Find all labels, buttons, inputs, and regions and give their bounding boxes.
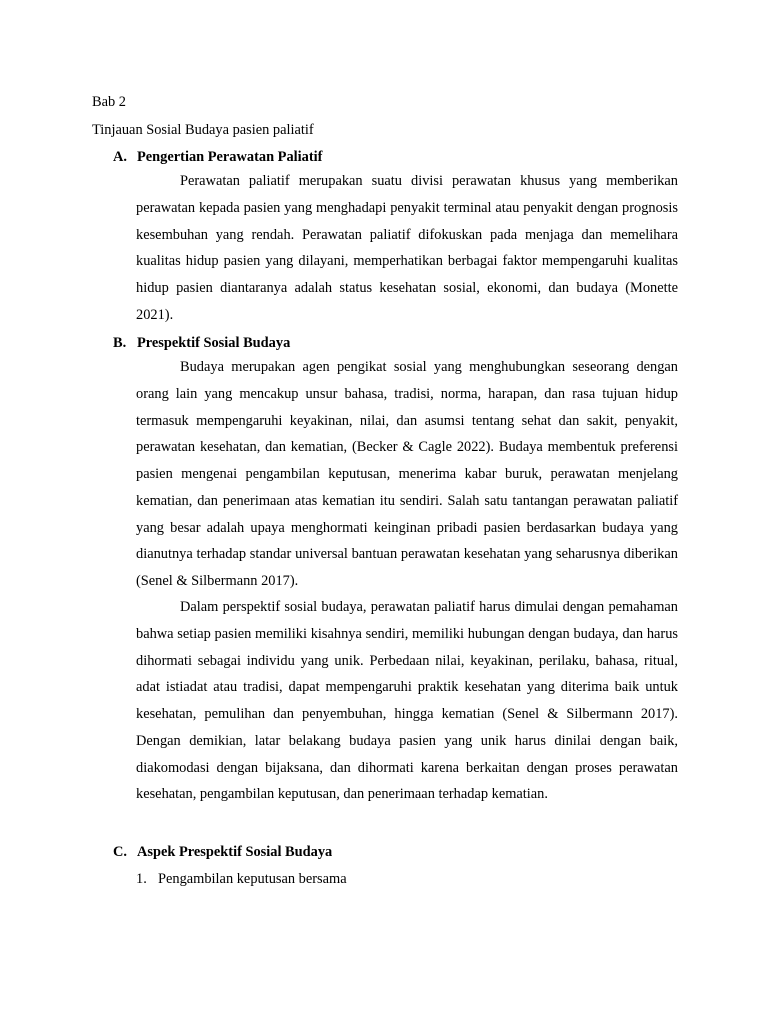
chapter-label: Bab 2 [92,94,126,110]
document-title: Tinjauan Sosial Budaya pasien paliatif [92,122,314,138]
section-a-paragraph-1: Perawatan paliatif merupakan suatu divisi perawatan khusus yang memberikan perawatan kepada pasien yang menghadapi penyakit terminal atau penyakit dengan prognosis kesembuhan yang rendah. Perawatan paliatif difokuskan pada menjaga dan memelihara kualitas hidup pasien yang dilayani, memperhatikan berbagai faktor mempengaruhi kualitas hidup pasien diantaranya adalah status kesehatan sosial, ekonomi, dan budaya (Monette 2021). [136,173,678,323]
list-item-number: 1. [136,871,147,887]
section-b-heading [113,334,290,352]
section-a-letter: A. [113,149,127,165]
list-item [136,870,347,888]
section-b-paragraph-1: Budaya merupakan agen pengikat sosial yang menghubungkan seseorang dengan orang lain yang mencakup unsur bahasa, tradisi, norma, harapan, dan rasa tujuan hidup termasuk mempengaruhi keyakinan, nilai, dan asumsi tentang sehat dan sakit, penyakit, perawatan kesehatan, dan kematian, (Becker & Cagle 2022). Budaya membentuk preferensi pasien mengenai pengambilan keputusan, menerima kabar buruk, perawatan menjelang kematian, dan penerimaan atas kematian itu sendiri. Salah satu tantangan perawatan paliatif yang besar adalah upaya menghormati keinginan pribadi pasien berdasarkan budaya yang dianutnya terhadap standar universal bantuan perawatan kesehatan yang seharusnya diberikan (Senel & Silbermann 2017). [136,359,678,589]
list-item-text: Pengambilan keputusan bersama [158,871,347,887]
section-b-paragraph-2: Dalam perspektif sosial budaya, perawatan paliatif harus dimulai dengan pemahaman bahwa setiap pasien memiliki kisahnya sendiri, memiliki hubungan dengan budaya, dan harus dihormati sebagai individu yang unik. Perbedaan nilai, keyakinan, perilaku, bahasa, ritual, adat istiadat atau tradisi, dapat mempengaruhi praktik kesehatan yang diterima baik untuk kesehatan, pemulihan dan penyembuhan, hingga kematian (Senel & Silbermann 2017). Dengan demikian, latar belakang budaya pasien yang unik harus dinilai dengan baik, diakomodasi dengan bijaksana, dan dihormati karena berkaitan dengan proses perawatan kesehatan, pengambilan keputusan, dan penerimaan terhadap kematian. [136,599,678,803]
section-b-letter: B. [113,335,127,351]
section-a-heading [113,148,322,166]
section-a-title: Pengertian Perawatan Paliatif [137,149,323,165]
section-b-title: Prespektif Sosial Budaya [137,335,291,351]
section-c-letter: C. [113,844,127,860]
section-c-heading [113,843,332,861]
section-c-title: Aspek Prespektif Sosial Budaya [137,844,333,860]
